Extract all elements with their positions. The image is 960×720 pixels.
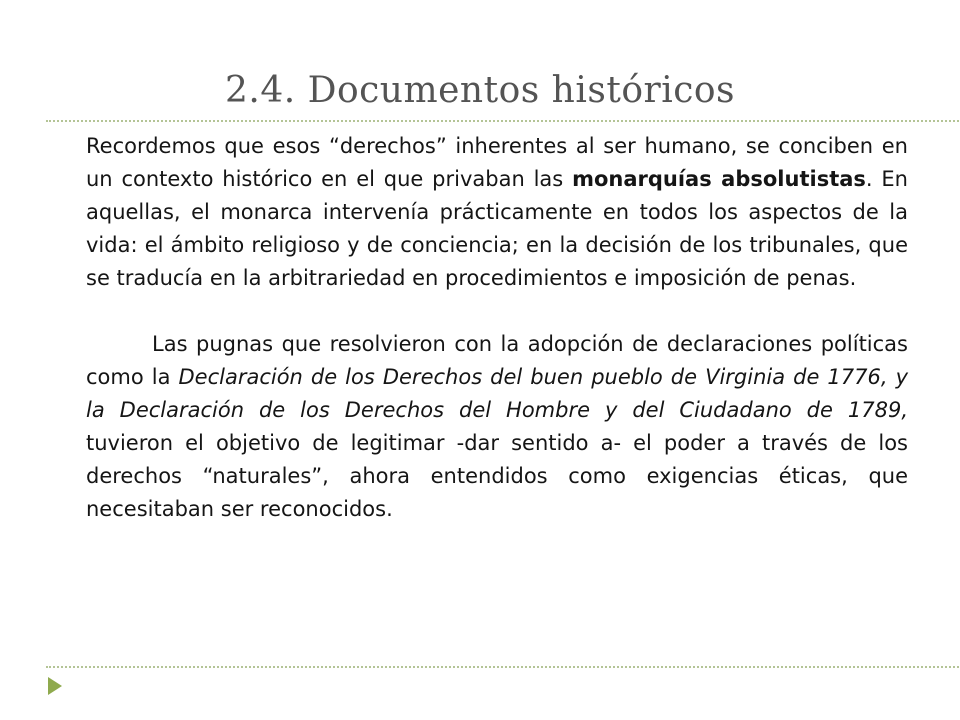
slide-title: 2.4. Documentos históricos [224,70,736,111]
footer-divider [46,666,960,668]
paragraph-1-text-b: . En aquellas, el monarca intervenía prácticamente en todos los aspectos de la vida: el ámbito religioso y de conciencia; en la decisión de los tribunales, que se traducía en la arbitrariedad en procedimientos e imposición de penas. [86,167,908,290]
paragraph-2 [86,328,908,526]
paragraph-2-italic: Declaración de los Derechos del buen pueblo de Virginia de 1776, y la Declaración de los Derechos del Hombre y del Ciudadano de 1789, [86,365,908,422]
slide-body [86,130,908,526]
paragraph-1-text-a: Recordemos que esos “derechos” inherentes al ser humano, se conciben en un contexto histórico en el que privaban las [86,134,908,191]
paragraph-1-bold: monarquías absolutistas [572,167,866,191]
paragraph-2-text-a: Las pugnas que resolvieron con la adopción de declaraciones políticas como la [86,332,908,389]
paragraph-1 [86,130,908,295]
triangle-bullet-icon [48,677,62,695]
title-divider [46,120,960,122]
paragraph-2-text-b: tuvieron el objetivo de legitimar -dar sentido a- el poder a través de los derechos “naturales”, ahora entendidos como exigencias éticas, que necesitaban ser reconocidos. [86,431,908,521]
